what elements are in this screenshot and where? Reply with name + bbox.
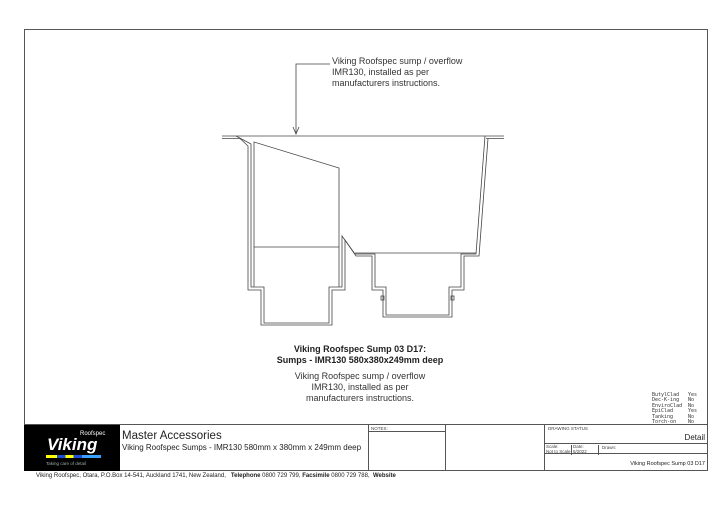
tel-label: Telephone	[230, 473, 261, 479]
compatibility-matrix	[652, 393, 697, 425]
date-field	[572, 445, 599, 455]
footer-address: Viking Roofspec, Otara, P.O.Box 14-541, Auckland 1741, New Zealand,	[36, 473, 226, 479]
logo-name: Viking	[47, 435, 98, 454]
system-name: ButylClad	[652, 392, 680, 398]
scale-field	[546, 445, 572, 455]
sheet-title: Master Accessories	[122, 430, 222, 442]
caption-line: Viking Roofspec sump / overflow	[294, 371, 426, 381]
notes-cell	[369, 425, 446, 471]
system-name: EnviroClad	[652, 402, 683, 409]
system-value: Yes	[688, 392, 698, 398]
footer	[36, 473, 396, 479]
website-link[interactable]: Website	[372, 473, 396, 479]
system-value: Yes	[688, 408, 698, 415]
logo-sub: Roofspec	[80, 431, 106, 437]
drawing-caption-note	[230, 371, 490, 404]
system-name: EpiClad	[652, 408, 674, 415]
caption-line: IMR130, installed as per	[311, 382, 409, 392]
caption-line: manufacturers instructions.	[305, 393, 415, 403]
status-label: DRAWING STATUS	[548, 426, 588, 431]
drawing-status: Detail	[684, 433, 705, 442]
caption-line: Viking Roofspec Sump 03 D17:	[293, 344, 427, 354]
notes-label: NOTES:	[369, 425, 445, 432]
logo-tagline: Taking care of detail	[46, 461, 87, 466]
system-value: No	[688, 413, 695, 420]
drawing-caption-title	[230, 344, 490, 366]
blank-cell	[446, 425, 545, 471]
title-cell	[24, 425, 369, 471]
callout-line: Viking Roofspec sump / overflow	[332, 56, 463, 66]
title-block	[24, 424, 708, 471]
date-label: Date:	[573, 444, 584, 449]
caption-line: Sumps - IMR130 580x380x249mm deep	[276, 355, 444, 365]
callout-line: IMR130, installed as per	[332, 67, 430, 77]
sheet-subtitle: Viking Roofspec Sumps - IMR130 580mm x 380mm x 249mm deep	[122, 443, 362, 452]
callout-note	[332, 56, 462, 89]
drawing-ref: Viking Roofspec Sump 03 D17	[630, 461, 705, 467]
status-cell	[545, 425, 708, 471]
scale-label: Scale:	[546, 444, 559, 449]
system-value: No	[688, 397, 695, 404]
system-name: Torch-on	[652, 419, 677, 426]
system-value: No	[688, 419, 695, 426]
system-name: Tanking	[652, 413, 674, 420]
system-name: Dec-K-ing	[652, 397, 680, 404]
scale-value: Not to Scale	[546, 448, 571, 454]
sump-body	[222, 136, 504, 325]
callout-line: manufacturers instructions.	[332, 78, 441, 88]
fax-value: 0800 729 788,	[331, 473, 370, 479]
tel-value: 0800 729 799,	[262, 473, 301, 479]
system-value: No	[688, 402, 695, 409]
fax-label: Facsimile	[302, 473, 330, 479]
leader-arrow	[293, 64, 330, 134]
drawn-label: Drawn:	[602, 445, 617, 450]
date-value: 6/2022	[573, 448, 587, 454]
